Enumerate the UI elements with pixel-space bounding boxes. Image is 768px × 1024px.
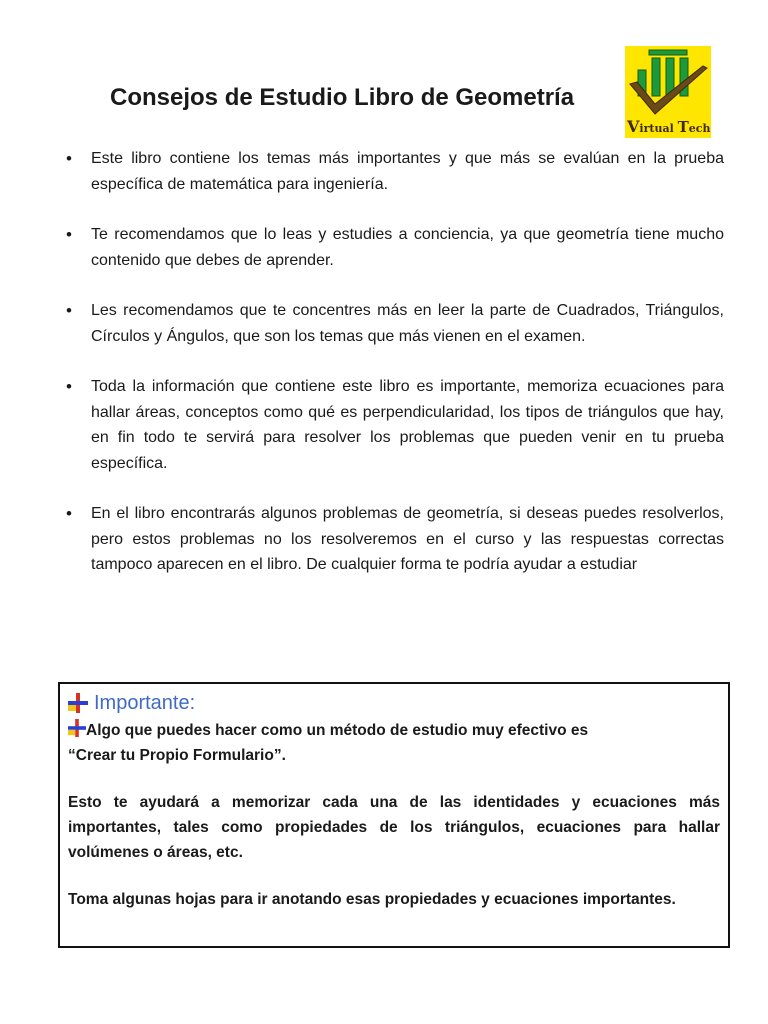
- tip-text: En el libro encontrarás algunos problemas de geometría, si deseas puedes resolverlos, pero estos problemas no los resolveremos en el curso y las respuestas correctas tampoco aparecen en el libro. De cualquier forma te podría ayudar a estudiar: [91, 505, 724, 573]
- virtual-tech-logo: [625, 46, 711, 138]
- svg-text:Virtual Tech: Virtual Tech: [627, 117, 711, 136]
- important-header: [68, 688, 720, 718]
- list-item: [62, 222, 724, 273]
- bullet-icon: •: [66, 377, 72, 396]
- tips-list: [62, 146, 724, 578]
- important-heading: Importante:: [94, 691, 196, 714]
- important-paragraph-2: Esto te ayudará a memorizar cada una de las identidades y ecuaciones más importantes, tales como propiedades de los triángulos, ecuaciones para hallar volúmenes o áreas, etc.: [68, 794, 720, 861]
- important-text: Algo que puedes hacer como un método de estudio muy efectivo es: [86, 722, 589, 739]
- list-item: [62, 298, 724, 349]
- bullet-icon: •: [66, 149, 72, 168]
- bullet-icon: •: [66, 225, 72, 244]
- list-item: [62, 146, 724, 197]
- important-paragraph-3: Toma algunas hojas para ir anotando esas propiedades y ecuaciones importantes.: [68, 891, 676, 908]
- colored-cross-icon: [68, 719, 86, 737]
- tip-text: Toda la información que contiene este libro es importante, memoriza ecuaciones para hallar áreas, conceptos como qué es perpendicularidad, los tipos de triángulos que hay, en fin todo te servirá para resolver los problemas que pueden venir en tu prueba específica.: [91, 378, 724, 472]
- colored-cross-icon: [68, 693, 88, 713]
- page-title: Consejos de Estudio Libro de Geometría: [110, 84, 575, 111]
- important-box: [58, 682, 730, 948]
- tip-text: Este libro contiene los temas más importantes y que más se evalúan en la prueba específica de matemática para ingeniería.: [91, 150, 724, 193]
- important-line-2: “Crear tu Propio Formulario”.: [68, 747, 286, 764]
- list-item: [62, 501, 724, 578]
- important-line-1: [68, 718, 720, 743]
- bullet-icon: •: [66, 504, 72, 523]
- tip-text: Te recomendamos que lo leas y estudies a conciencia, ya que geometría tiene mucho contenido que debes de aprender.: [91, 226, 724, 269]
- tip-text: Les recomendamos que te concentres más en leer la parte de Cuadrados, Triángulos, Círculos y Ángulos, que son los temas que más vienen en el examen.: [91, 302, 724, 345]
- bullet-icon: •: [66, 301, 72, 320]
- list-item: [62, 374, 724, 476]
